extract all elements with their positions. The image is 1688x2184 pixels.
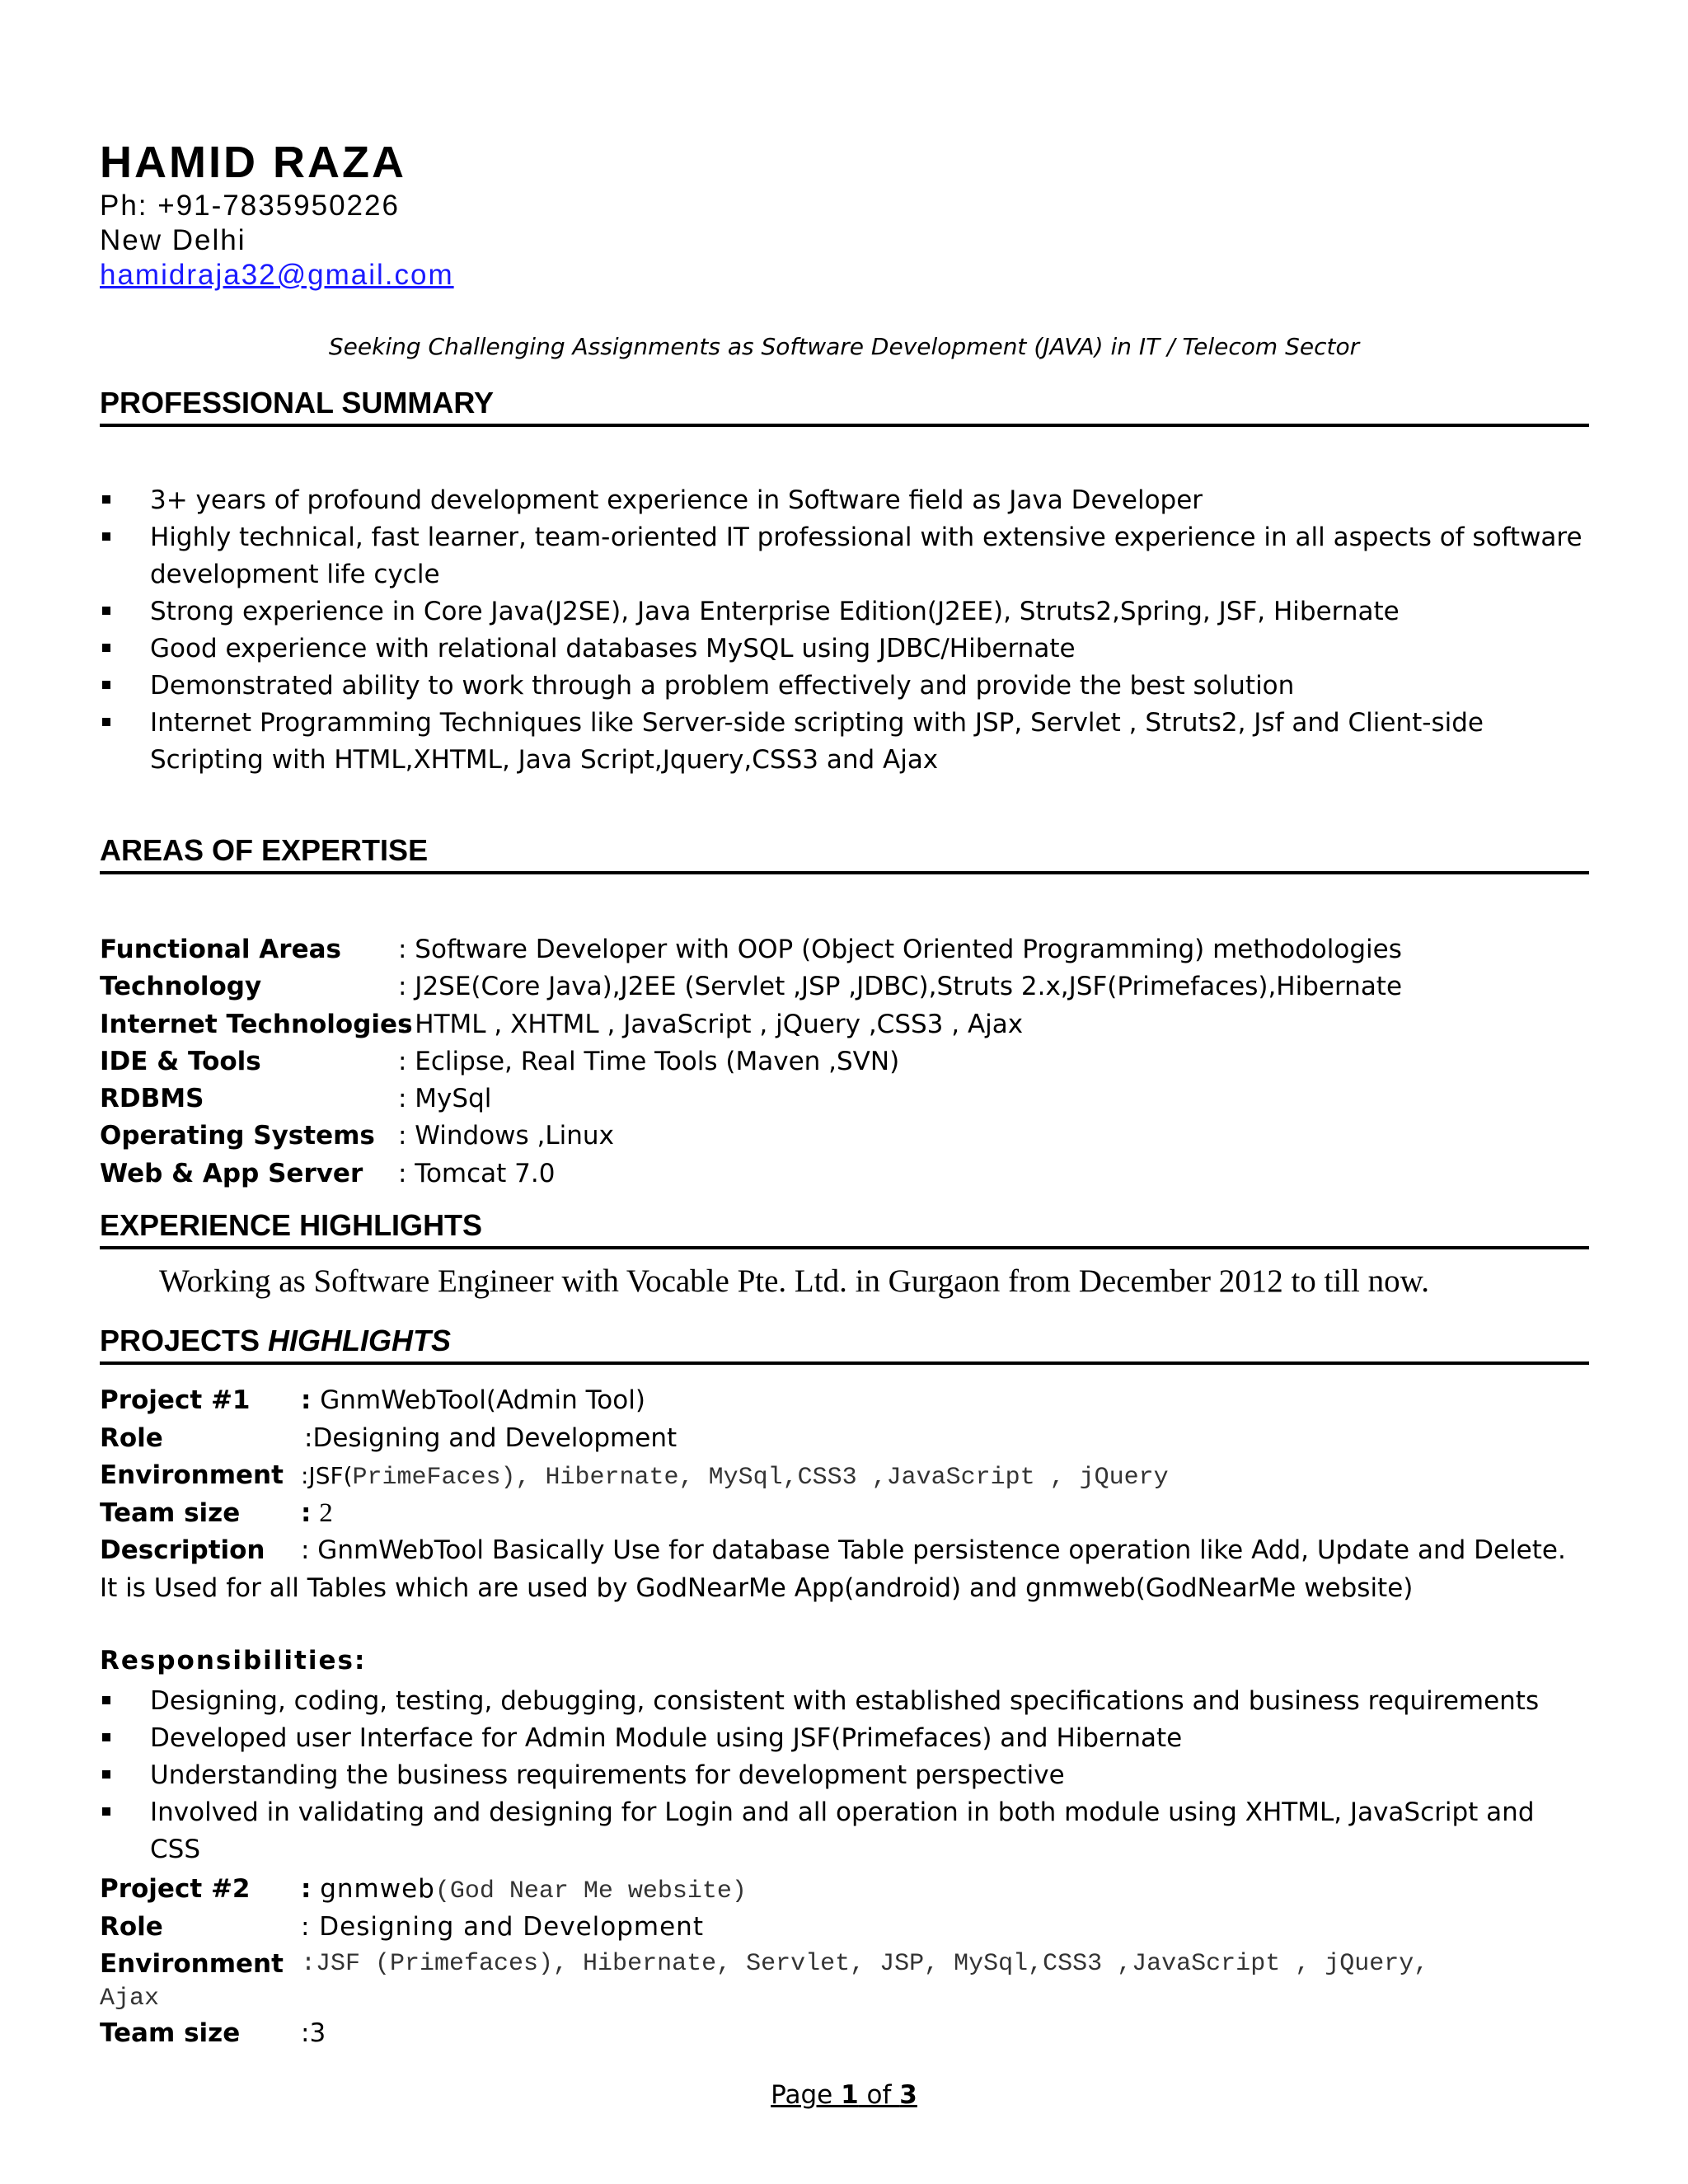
summary-list (100, 482, 1589, 779)
table-row: Operating Systems : Windows ,Linux (100, 1121, 614, 1151)
list-item: Designing, coding, testing, debugging, consistent with established specifications and business requirements (100, 1683, 1589, 1720)
project-row: Ajax (100, 1984, 160, 2013)
career-objective: Seeking Challenging Assignments as Software Development (JAVA) in IT / Telecom Sector (328, 333, 1360, 360)
phone-number: Ph: +91-7835950226 (100, 190, 400, 222)
project-row: Environment :JSF(PrimeFaces), Hibernate, MySql,CSS3 ,JavaScript , jQuery (100, 1460, 1169, 1492)
list-item: Good experience with relational databases MySQL using JDBC/Hibernate (100, 630, 1589, 668)
section-title-projects-highlights: PROJECTS HIGHLIGHTS (100, 1324, 452, 1357)
list-item: Understanding the business requirements for development perspective (100, 1757, 1589, 1794)
project-row: Project #1 : GnmWebTool(Admin Tool) (100, 1385, 645, 1415)
section-title-experience-highlights: EXPERIENCE HIGHLIGHTS (100, 1208, 483, 1242)
section-divider (100, 424, 1589, 427)
bullet-icon (102, 1696, 110, 1704)
bullet-icon (102, 644, 110, 652)
city: New Delhi (100, 224, 246, 256)
candidate-name: HAMID RAZA (100, 138, 406, 187)
list-item: Involved in validating and designing for Login and all operation in both module using XHTML, JavaScript and CSS (100, 1794, 1589, 1868)
experience-statement: Working as Software Engineer with Vocable Pte. Ltd. in Gurgaon from December 2012 to till now. (159, 1263, 1430, 1299)
table-row: IDE & Tools : Eclipse, Real Time Tools (Maven ,SVN) (100, 1046, 900, 1076)
email-link[interactable]: hamidraja32@gmail.com (100, 259, 454, 291)
project-row: Team size :3 (100, 2018, 326, 2048)
list-item: Strong experience in Core Java(J2SE), Java Enterprise Edition(J2EE), Struts2,Spring, JSF, Hibernate (100, 593, 1589, 630)
table-row: Technology : J2SE(Core Java),J2EE (Servlet ,JSP ,JDBC),Struts 2.x,JSF(Primefaces),Hibernate (100, 972, 1403, 1002)
list-item: Highly technical, fast learner, team-oriented IT professional with extensive experience in all aspects of software development life cycle (100, 519, 1589, 593)
list-item: 3+ years of profound development experience in Software field as Java Developer (100, 482, 1589, 519)
table-row: RDBMS : MySql (100, 1084, 492, 1114)
project-row: Environment :JSF (Primefaces), Hibernate, Servlet, JSP, MySql,CSS3 ,JavaScript , jQuery, (100, 1949, 1429, 1979)
bullet-icon (102, 681, 110, 689)
bullet-icon (102, 495, 110, 504)
bullet-icon (102, 1807, 110, 1816)
project-row: Project #2 : gnmweb(God Near Me website) (100, 1874, 747, 1905)
bullet-icon (102, 532, 110, 541)
responsibilities-title: Responsibilities: (100, 1646, 367, 1675)
page-footer: Page 1 of 3 (771, 2080, 917, 2110)
list-item: Demonstrated ability to work through a problem effectively and provide the best solution (100, 668, 1589, 705)
expertise-table (100, 931, 1589, 1193)
responsibilities-list (100, 1683, 1589, 1868)
bullet-icon (102, 1733, 110, 1741)
project-row: Role :Designing and Development (100, 1422, 678, 1453)
table-row: Web & App Server : Tomcat 7.0 (100, 1158, 556, 1188)
table-row: Internet Technologies : HTML , XHTML , JavaScript , jQuery ,CSS3 , Ajax (100, 1009, 1024, 1039)
section-divider (100, 871, 1589, 874)
project-row: Team size : 2 (100, 1497, 333, 1528)
bullet-icon (102, 718, 110, 726)
table-row: Functional Areas : Software Developer with OOP (Object Oriented Programming) methodologies (100, 935, 1402, 964)
bullet-icon (102, 1770, 110, 1779)
list-item: Developed user Interface for Admin Module using JSF(Primefaces) and Hibernate (100, 1720, 1589, 1757)
section-divider (100, 1246, 1589, 1249)
bullet-icon (102, 607, 110, 615)
project-2-details (100, 1871, 1589, 2052)
section-divider (100, 1361, 1589, 1365)
project-1-details (100, 1382, 1589, 1607)
project-description-continued: It is Used for all Tables which are used by GodNearMe App(android) and gnmweb(GodNearMe website) (100, 1572, 1414, 1603)
list-item: Internet Programming Techniques like Server-side scripting with JSP, Servlet , Struts2, Jsf and Client-side Scripting with HTML,XHTML, Java Script,Jquery,CSS3 and Ajax (100, 705, 1589, 779)
section-title-areas-of-expertise: AREAS OF EXPERTISE (100, 833, 429, 867)
project-row: Role : Designing and Development (100, 1911, 704, 1942)
section-title-professional-summary: PROFESSIONAL SUMMARY (100, 386, 495, 419)
project-row: Description : GnmWebTool Basically Use for database Table persistence operation like Add, Update and Delete. (100, 1535, 1566, 1565)
